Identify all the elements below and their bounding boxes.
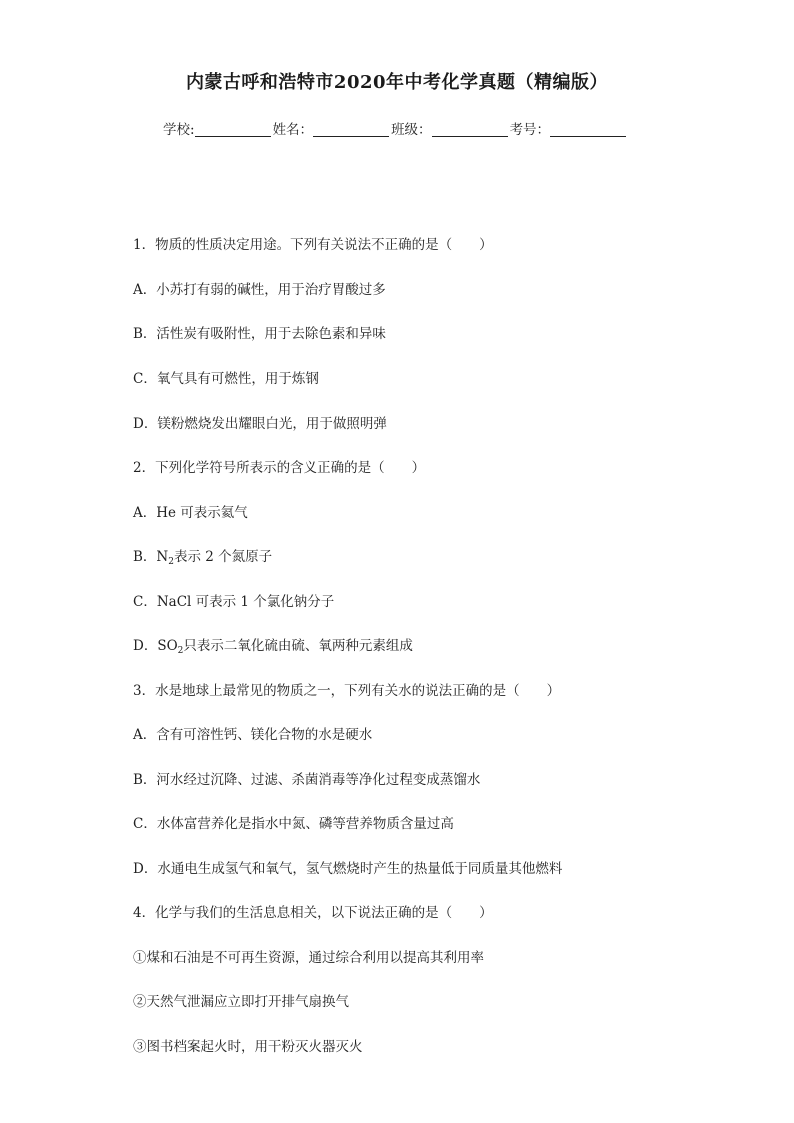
question-2-stem: 2．下列化学符号所表示的含义正确的是（ ）	[133, 460, 426, 476]
question-4-statement-2: ②天然气泄漏应立即打开排气扇换气	[133, 994, 349, 1010]
question-3-stem: 3．水是地球上最常见的物质之一，下列有关水的说法正确的是（ ）	[133, 683, 561, 699]
school-blank	[195, 122, 271, 137]
question-2-option-d	[133, 634, 413, 654]
question-4-statement-3: ③图书档案起火时，用干粉灭火器灭火	[133, 1039, 363, 1055]
class-label: 班级：	[391, 122, 432, 138]
option-d-formula: D．SO	[133, 638, 178, 654]
question-3-option-c: C．水体富营养化是指水中氮、磷等营养物质含量过高	[133, 816, 454, 832]
question-4-statement-1: ①煤和石油是不可再生资源，通过综合利用以提高其利用率	[133, 950, 484, 966]
option-b-text: 表示 2 个氮原子	[173, 549, 273, 565]
question-1-option-c: C．氧气具有可燃性，用于炼钢	[133, 371, 319, 387]
exam-number-label: 考号：	[509, 122, 551, 138]
question-1-option-b: B．活性炭有吸附性，用于去除色素和异味	[133, 326, 386, 342]
name-blank	[313, 122, 389, 137]
document-title: 内蒙古呼和浩特市2020年中考化学真题（精编版）	[185, 72, 609, 93]
option-b-formula: B．N	[133, 549, 169, 565]
question-2-option-c: C．NaCl 可表示 1 个氯化钠分子	[133, 594, 335, 610]
question-3-option-b: B．河水经过沉降、过滤、杀菌消毒等净化过程变成蒸馏水	[133, 772, 481, 788]
option-d-text: 只表示二氧化硫由硫、氧两种元素组成	[183, 638, 413, 654]
question-3-option-a: A．含有可溶性钙、镁化合物的水是硬水	[133, 727, 373, 743]
option-b-subscript: 2	[168, 557, 174, 567]
question-3-option-d: D．水通电生成氢气和氧气，氢气燃烧时产生的热量低于同质量其他燃料	[133, 861, 563, 877]
name-label: 姓名：	[272, 122, 314, 138]
question-2-option-a: A．He 可表示氦气	[133, 505, 248, 521]
school-label: 学校:	[163, 122, 195, 138]
exam-number-blank	[550, 122, 626, 137]
class-blank	[432, 122, 508, 137]
option-d-subscript: 2	[177, 646, 184, 656]
student-info-line	[163, 118, 628, 138]
question-1-stem: 1．物质的性质决定用途。下列有关说法不正确的是（ ）	[133, 237, 493, 253]
question-2-option-b	[133, 545, 272, 565]
question-1-option-d: D．镁粉燃烧发出耀眼白光，用于做照明弹	[133, 416, 387, 432]
question-1-option-a: A．小苏打有弱的碱性，用于治疗胃酸过多	[133, 282, 386, 298]
question-4-stem: 4．化学与我们的生活息息相关，以下说法正确的是（ ）	[133, 905, 493, 921]
